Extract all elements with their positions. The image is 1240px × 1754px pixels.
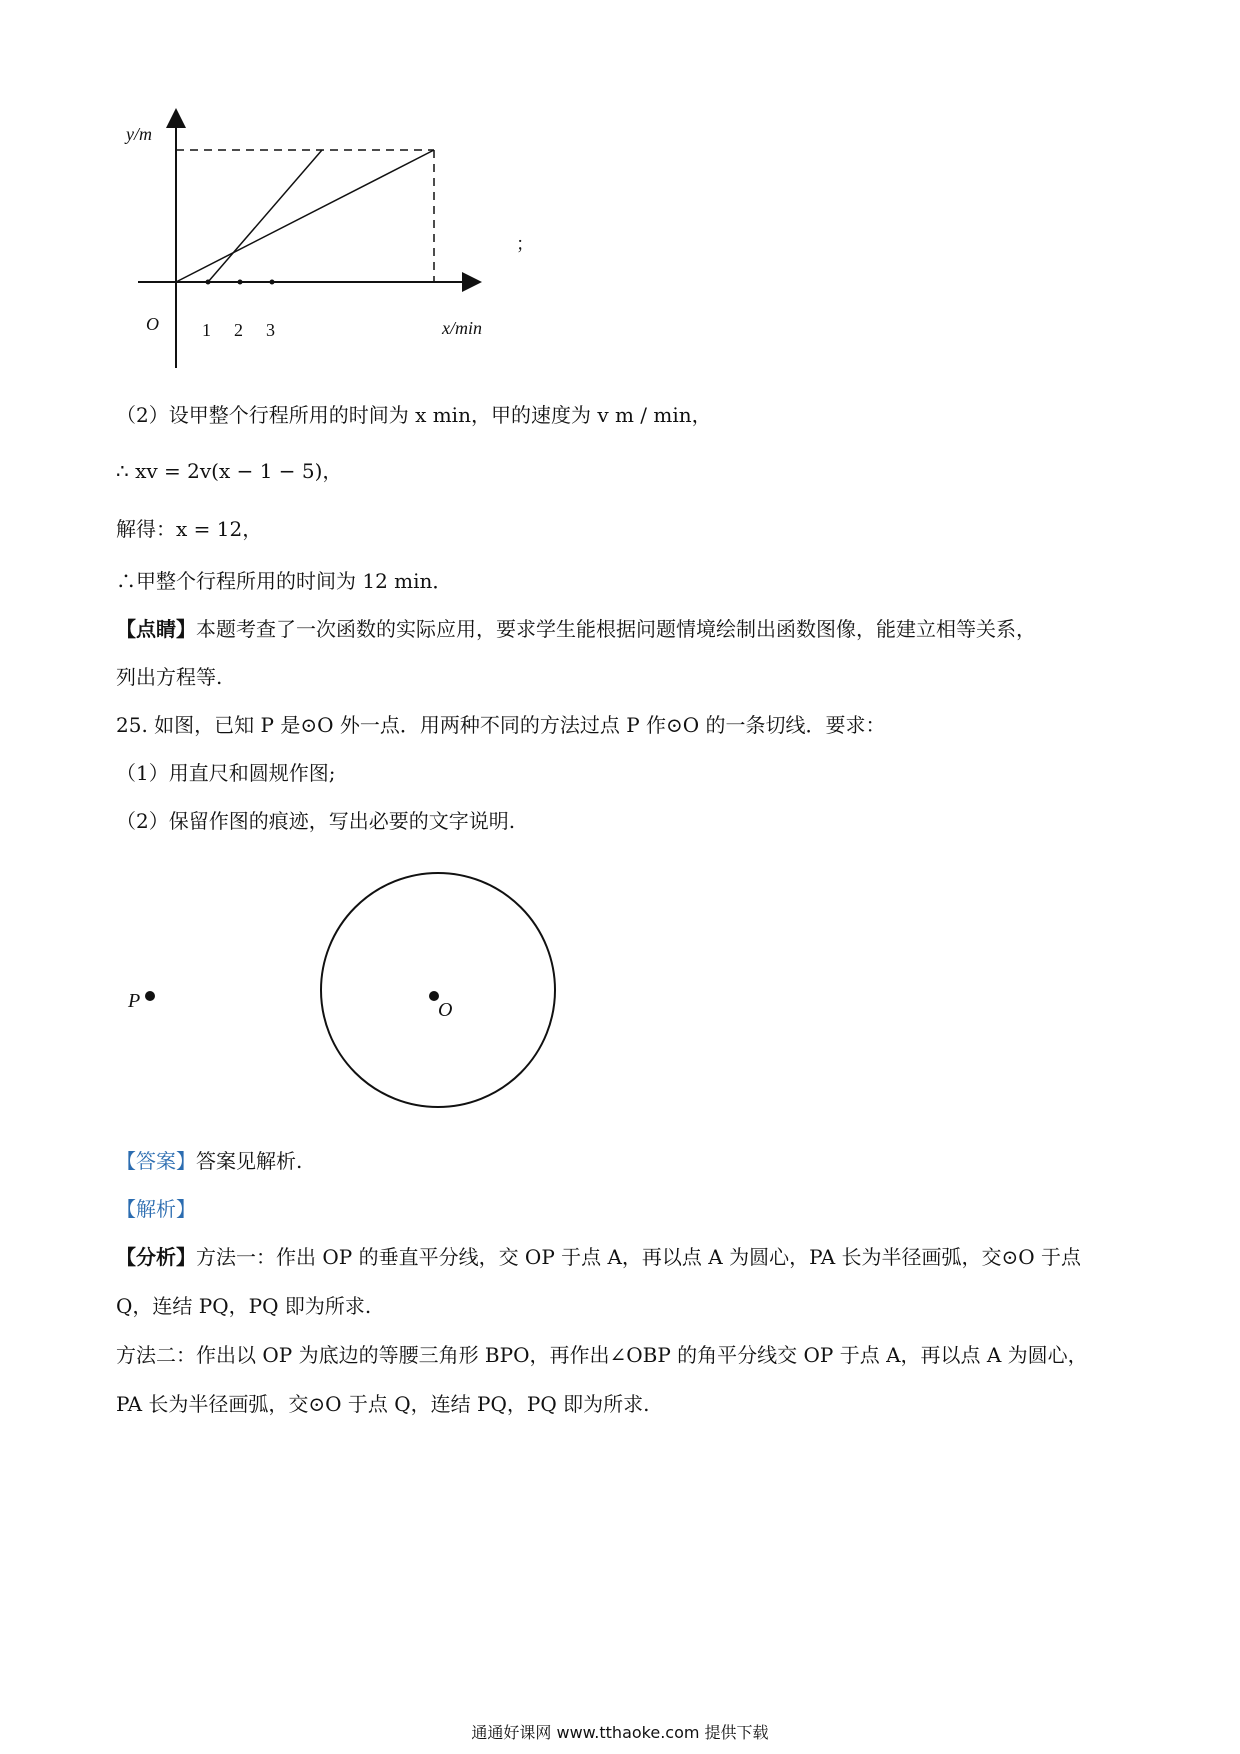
requirement-1: （1）用直尺和圆规作图; — [116, 761, 336, 785]
equation-line: ∴ xv = 2v(x − 1 − 5)， — [116, 459, 343, 483]
semicolon-mark: ； — [516, 234, 534, 254]
page-footer: 通通好课网 www.tthaoke.com 提供下载 — [471, 1723, 769, 1742]
tick-label-1: 1 — [202, 320, 211, 340]
solution-part2-line: （2）设甲整个行程所用的时间为 x min，甲的速度为 v m / min， — [116, 403, 712, 427]
solve-line: 解得：x = 12， — [116, 517, 263, 541]
comment-line-2: 列出方程等. — [116, 665, 223, 689]
answer-tag: 【答案】 — [116, 1149, 196, 1173]
question-25: 25. 如图，已知 P 是⊙O 外一点．用两种不同的方法过点 P 作⊙O 的一条切线．要求： — [116, 713, 886, 737]
answer-line — [116, 1148, 302, 1174]
comment-line-1 — [116, 616, 1036, 642]
analysis-tag: 【解析】 — [116, 1197, 196, 1221]
comment-tag: 【点睛】 — [116, 617, 196, 641]
conclusion-line: ∴甲整个行程所用的时间为 12 min． — [116, 569, 453, 593]
point-p-label: P — [128, 990, 141, 1012]
requirement-2: （2）保留作图的痕迹，写出必要的文字说明. — [116, 809, 516, 833]
tick-dot-2 — [238, 280, 243, 285]
tick-dot-1 — [206, 280, 211, 285]
method1-line-a — [116, 1244, 1081, 1270]
origin-label: O — [146, 314, 159, 334]
point-o-label: O — [438, 999, 453, 1021]
method2-line-a: 方法二：作出以 OP 为底边的等腰三角形 BPO，再作出∠OBP 的角平分线交 OP 于点 A，再以点 A 为圆心， — [116, 1343, 1088, 1367]
tick-dot-3 — [270, 280, 275, 285]
tick-label-2: 2 — [234, 320, 243, 340]
fenxi-tag: 【分析】 — [116, 1245, 196, 1269]
comment-text-1: 本题考查了一次函数的实际应用，要求学生能根据问题情境绘制出函数图像，能建立相等关系， — [196, 617, 1036, 641]
method2-line-b: PA 长为半径画弧，交⊙O 于点 Q，连结 PQ，PQ 即为所求. — [116, 1392, 650, 1416]
tick-label-3: 3 — [266, 320, 275, 340]
point-p-dot — [145, 991, 155, 1001]
answer-text: 答案见解析. — [196, 1149, 303, 1173]
x-axis-label: x/min — [442, 318, 482, 338]
circle-o — [321, 873, 555, 1107]
method1-line-b: Q，连结 PQ，PQ 即为所求. — [116, 1294, 372, 1318]
y-axis-label: y/m — [126, 124, 152, 144]
method1-text-a: 方法一：作出 OP 的垂直平分线，交 OP 于点 A，再以点 A 为圆心，PA 长为半径画弧，交⊙O 于点 — [196, 1245, 1082, 1269]
